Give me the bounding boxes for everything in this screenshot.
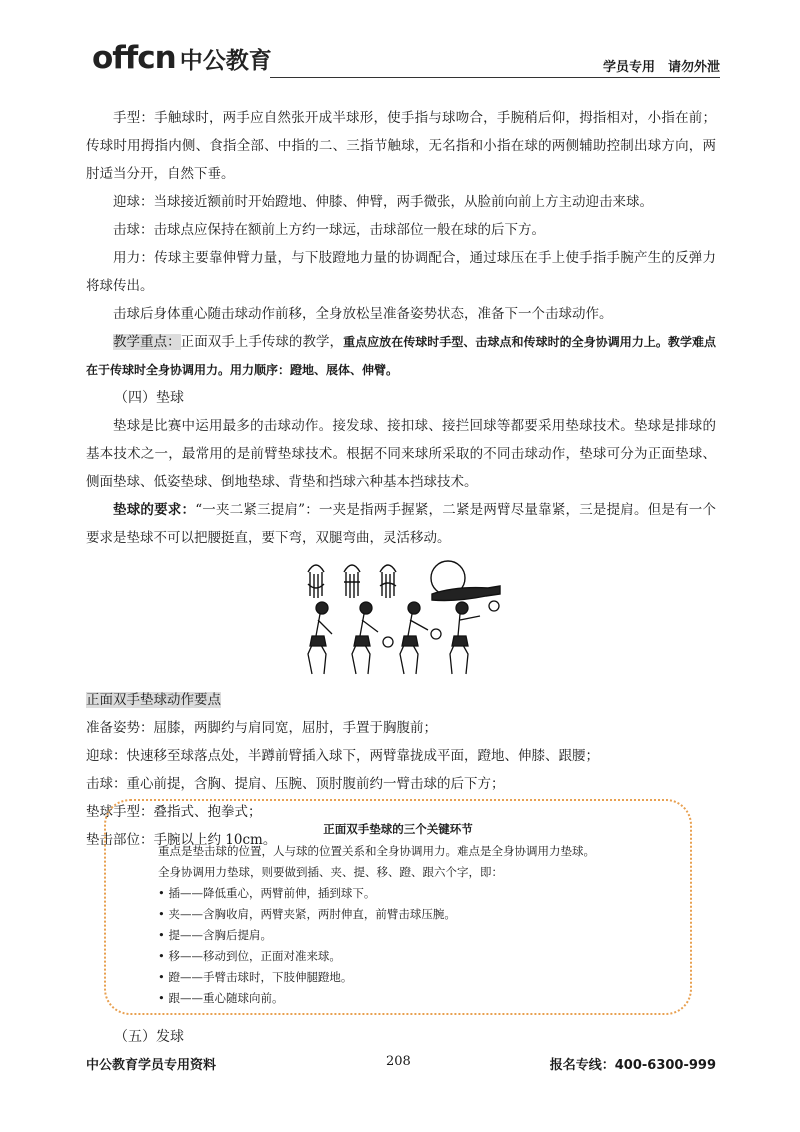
player-figure-3 [400,602,441,674]
footer-left: 中公教育学员专用资料 [86,1058,217,1073]
callout-item: • 跟——重心随球向前。 [158,991,284,1005]
section-heading-dig: （四）垫球 [114,390,184,406]
header-tag: 学员专用 请勿外泄 [602,60,720,75]
logo-latin-text: offcn [92,40,176,76]
offcn-logo [92,40,272,76]
dig-point-meet: 迎球：快速移至球落点处，半蹲前臂插入球下，两臂靠拢成平面，蹬地、伸膝、跟腰； [86,748,599,764]
callout-title: 正面双手垫球的三个关键环节 [323,822,473,836]
key-point-normal: 正面双手上手传球的教学， [180,334,344,350]
callout-item: • 夹——含胸收肩，两臂夹紧，两肘伸直，前臂击球压腕。 [158,907,456,921]
hand-shape-drawings [308,561,500,601]
dig-point-ready: 准备姿势：屈膝，两脚约与肩同宽，屈肘，手置于胸腹前； [86,720,437,736]
dig-figures-svg [86,556,716,682]
player-figure-2 [352,602,393,674]
dig-point-hand-shape: 垫球手型：叠指式、抱拳式； [86,804,262,820]
paragraph-dig-intro: 垫球是比赛中运用最多的击球动作。接发球、接扣球、接拦回球等都要采用垫球技术。垫球是排球的基本技术之一，最常用的是前臂垫球技术。根据不同来球所采取的不同击球动作，垫球可分为正面垫球、侧面垫球、低姿垫球、倒地垫球、背垫和挡球六种基本挡球技术。 [86,418,716,490]
paragraph-force: 用力：传球主要靠伸臂力量，与下肢蹬地力量的协调配合，通过球压在手上使手指手腕产生的反弹力将球传出。 [86,250,716,294]
player-figure-1 [308,602,332,674]
callout-body [158,841,690,1009]
teaching-key-point [86,328,716,384]
callout-item: • 移——移动到位，正面对准来球。 [158,949,341,963]
page-header [92,30,720,82]
hand-shape-2 [344,565,360,598]
key-point-label: 教学重点： [113,334,181,350]
key-points-callout [104,799,692,1015]
page-number: 208 [386,1054,411,1069]
section-heading-serve: （五）发球 [114,1029,184,1045]
dig-point-hit: 击球：重心前提，含胸、提肩、压腕、顶肘腹前约一臂击球的后下方； [86,776,505,792]
paragraph-follow-through: 击球后身体重心随击球动作前移，全身放松呈准备姿势状态，准备下一个击球动作。 [113,306,613,322]
callout-item: • 蹬——手臂击球时，下肢伸腿蹬地。 [158,970,353,984]
arm-with-ball [431,561,500,601]
dig-technique-illustration [86,556,716,682]
player-sequence [308,601,499,674]
requirements-label: 垫球的要求： [113,502,196,518]
player-figure-4 [450,601,499,674]
dig-subtitle [86,686,716,714]
paragraph-hit-ball: 击球：击球点应保持在额前上方约一球远，击球部位一般在球的后下方。 [113,222,545,238]
callout-line-2: 全身协调用力垫球，则要做到插、夹、提、移、蹬、跟六个字，即： [158,865,503,879]
page-content [86,104,716,854]
paragraph-hand-shape: 手型：手触球时，两手应自然张开成半球形，使手指与球吻合，手腕稍后仰，拇指相对，小指在前；传球时用拇指内侧、食指全部、中指的二、三指节触球，无名指和小指在球的两侧辅助控制出球方向，两肘适当分开，自然下垂。 [86,110,716,182]
requirements-text: “一夹二紧三提肩”：一夹是指两手握紧，二紧是两臂尽量靠紧，三是提肩。但是有一个要求是垫球不可以把腰挺直，要下弯，双腿弯曲，灵活移动。 [86,502,716,546]
callout-item: • 插——降低重心，两臂前伸，插到球下。 [158,886,376,900]
footer-hotline: 报名专线：400-6300-999 [549,1058,716,1073]
key-point-bold: 重点应放在传球时手型、击球点和传球时的全身协调用力上。教学难点在于传球时全身协调用力。用力顺序：蹬地、展体、伸臂。 [86,335,717,377]
logo-chinese-text: 中公教育 [179,48,272,74]
paragraph-dig-requirements [86,496,716,552]
dig-point-contact-area: 垫击部位：手腕以上约 10cm。 [86,832,277,848]
header-rule [270,77,720,78]
dig-subtitle-text: 正面双手垫球动作要点 [86,692,221,708]
paragraph-meet-ball: 迎球：当球接近额前时开始蹬地、伸膝、伸臂，两手微张，从脸前向前上方主动迎击来球。 [113,194,653,210]
callout-item: • 提——含胸后提肩。 [158,928,272,942]
hand-shape-1 [308,565,324,598]
callout-line-1: 重点是垫击球的位置，人与球的位置关系和全身协调用力。难点是全身协调用力垫球。 [158,844,595,858]
hand-shape-3 [380,565,396,598]
